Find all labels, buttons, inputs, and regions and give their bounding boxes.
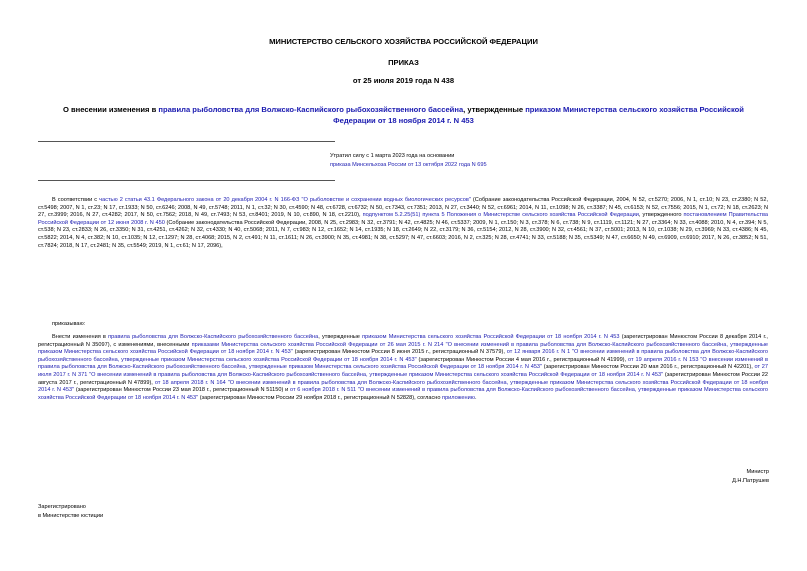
para-text: приказываю:: [52, 321, 86, 327]
para-text: (зарегистрирован Минюстом России 8 июня 2015 г., регистрационный N 37579),: [292, 349, 507, 356]
para-text: (Собрание законодательства Российской Федерации, 2008, N 25, ст.2983; N 32, ст.3791; N 42, ст.4825; N 46, ст.5337; 2009, N 1, ст.150; N 3, ст.378; N 6, ст.738; N 9, ст.1119, ст.1121; N 27, ст.3364; N 33, ст.4088; 2010, N 4, ст.394; N 5, ст.538; N 23, ст.2833; N 26, ст.3350; N 31, ст.4251, ст.4262; N 32, ст.4330; N 40, ст.5068; 2011, N 7, ст.983; N 12, ст.1652; N 14, ст.1935; N 18, ст.2649; N 22, ст.3179; N 36, ст.5154; 2012, N 28, ст.3900; N 32, ст.4561; N 37, ст.5001; 2013, N 10, ст.1038; N 29, ст.3969; N 33, ст.4386; N 45, ст.5822; 2014, N 4, ст.382; N 10, ст.1035; N 12, ст.1297; N 28, ст.4068; 2015, N 2, ст.491; N 11, ст.1611; N 26, ст.3900; N 35, ст.4981; N 38, ст.5297; N 47, ст.6603; 2016, N 2, ст.325; N 28, ст.4741; N 33, ст.5188; N 35, ст.5349; N 47, ст.6650; N 49, ст.6909, ст.6910; 2017, N 26, ст.3852; N 51, ст.7824; 2018, N 17, ст.2481; N 35, ст.5549; 2019, N 1, ст.61; N 17, 2096),: [38, 219, 768, 249]
link-order-695[interactable]: приказа Минсельхоза России от 13 октября 2022 года N 695: [330, 162, 487, 168]
link-order-453[interactable]: приказом Министерства сельского хозяйства Российской Федерации от 18 ноября 2014 г. N 453: [333, 105, 744, 125]
link-order-214[interactable]: приказами Министерства сельского хозяйства Российской Федерации от 26 мая 2015 г. N 214 "О внесении изменений в правила рыболовства для Волжско-Каспийского рыбохозяйственного бассейна, утвержденные приказом Министерства сельского хозяйства Российской Федерации от 18 ноября 2014 г. N 453": [38, 341, 768, 356]
link-regulation-clause[interactable]: подпунктом 5.2.25(51) пункта 5 Положения о Министерстве сельского хозяйства Российской Федерации: [362, 212, 639, 219]
para-text: (зарегистрирован Минюстом России 29 ноября 2018 г., регистрационный N 52828), согласно: [198, 394, 443, 401]
subject-text: О внесении изменения в: [63, 105, 159, 114]
repeal-notice: [330, 152, 630, 170]
link-decree-450[interactable]: постановлением Правительства Российской Федерации от 12 июня 2008 г. N 450: [38, 212, 768, 226]
notice-text: Утратил силу с 1 марта 2023 года на основании: [330, 153, 455, 159]
signatory-title: Министр: [746, 469, 769, 475]
para-text: (зарегистрирован Минюстом России 23 мая 2018 г., регистрационный N 51150) и: [74, 387, 290, 394]
doc-subject: [52, 104, 755, 126]
para-text: (Собрание законодательства Российской Федерации, 2004, N 52, ст.5270; 2006, N 1, ст.10; N 23, ст.2380; N 52, ст.5498; 2007, N 1, ст.23; N 17, ст.1933; N 50, ст.6246; 2008, N 49, ст.5748; 2011, N 1, ст.32; N 30, ст.4590; N 48, ст.6728, ст.6732; N 50, ст.7343, ст.7351; 2013, N 27, ст.3440; N 52, ст.6961; 2014, N 11, ст.1098; N 26, ст.3387; N 45, ст.6153; N 52, ст.7556; 2015, N 1, ст.72; N 18, ст.2623; N 27, ст.3999; 2016, N 27, ст.4282; 2017, N 50, ст.7562; 2018, N 49, ст.7493; N 53, ст.8401; 2019, N 10, ст.890, N 18, ст.2210),: [38, 197, 769, 219]
doc-type: ПРИКАЗ: [388, 58, 419, 67]
link-order-1[interactable]: от 12 января 2016 г. N 1 "О внесении изменений в правила рыболовства для Волжско-Каспийского рыбохозяйственного бассейна, утвержденные приказом Министерства сельского хозяйства Российской Федерации от 18 ноября 2014 г. N 453": [38, 349, 769, 363]
para-text: , утвержденного: [638, 212, 684, 219]
link-order-511[interactable]: от 6 ноября 2018 г. N 511 "О внесении изменений в правила рыболовства для Волжско-Каспийского рыбохозяйственного бассейна, утвержденные приказом Министерства сельского хозяйства Российской Федерации от 18 ноября 2014 г. N 453": [38, 387, 768, 401]
link-order-164[interactable]: от 18 апреля 2018 г. N 164 "О внесении изменений в правила рыболовства для Волжско-Каспийского рыбохозяйственного бассейна, утвержденные приказом Министерства сельского хозяйства Российской Федерации от 18 ноября 2014 г. N 453": [38, 379, 768, 394]
link-order-453[interactable]: приказом Министерства сельского хозяйства Российской Федерации от 18 ноября 2014 г. N 453: [362, 334, 620, 340]
para-text: (зарегистрирован Минюстом России 8 декабря 2014 г., регистрационный N 35097), с изменениями, внесенными: [38, 334, 768, 348]
para-text: В соответствии с: [52, 197, 100, 203]
registration-line: Зарегистрировано: [38, 504, 86, 510]
para-text: (зарегистрирован Минюстом России 22 августа 2017 г., регистрационный N 47899),: [38, 371, 768, 386]
para-text: .: [474, 394, 477, 401]
doc-date-number: от 25 июля 2019 года N 438: [352, 76, 455, 85]
link-appendix[interactable]: приложению: [442, 394, 475, 401]
link-rules[interactable]: правила рыболовства для Волжско-Каспийского рыбохозяйственного бассейна: [158, 105, 464, 114]
divider: [38, 180, 335, 181]
paragraph-order: [38, 321, 768, 329]
para-text: (зарегистрирован Минюстом России 4 мая 2016 г., регистрационный N 41999),: [416, 356, 629, 363]
paragraph-basis: [38, 197, 768, 250]
ministry-title: МИНИСТЕРСТВО СЕЛЬСКОГО ХОЗЯЙСТВА РОССИЙСКОЙ ФЕДЕРАЦИИ: [269, 37, 538, 46]
paragraph-amendments: [38, 334, 768, 402]
para-text: , утвержденные: [318, 334, 363, 340]
subject-text: , утвержденные: [463, 105, 526, 114]
link-order-153[interactable]: от 19 апреля 2016 г. N 153 "О внесении изменений в правила рыболовства для Волжско-Каспийского рыбохозяйственного бассейна, утвержденные приказом Министерства сельского хозяйства Российской Федерации от 18 ноября 2014 г. N 453": [38, 356, 768, 371]
link-order-371[interactable]: от 27 июля 2017 г. N 371 "О внесении изменений в правила рыболовства для Волжско-Каспийского рыбохозяйственного бассейна, утвержденные приказом Министерства сельского хозяйства Российской Федерации от 18 ноября 2014 г. N 453": [38, 364, 768, 378]
signatory-name: Д.Н.Патрушев: [732, 478, 769, 484]
link-rules[interactable]: правила рыболовства для Волжско-Каспийского рыбохозяйственного бассейна: [108, 334, 319, 340]
para-text: Внести изменения в: [52, 334, 109, 340]
para-text: (зарегистрирован Минюстом России 20 мая 2016 г., регистрационный N 42201),: [542, 364, 755, 371]
registration-line: в Министерстве юстиции: [38, 513, 104, 519]
link-law-166fz[interactable]: частью 2 статьи 43.1 Федерального закона от 20 декабря 2004 г. N 166-ФЗ "О рыболовстве и сохранении водных биологических ресурсов": [99, 197, 471, 203]
divider: [38, 141, 335, 142]
